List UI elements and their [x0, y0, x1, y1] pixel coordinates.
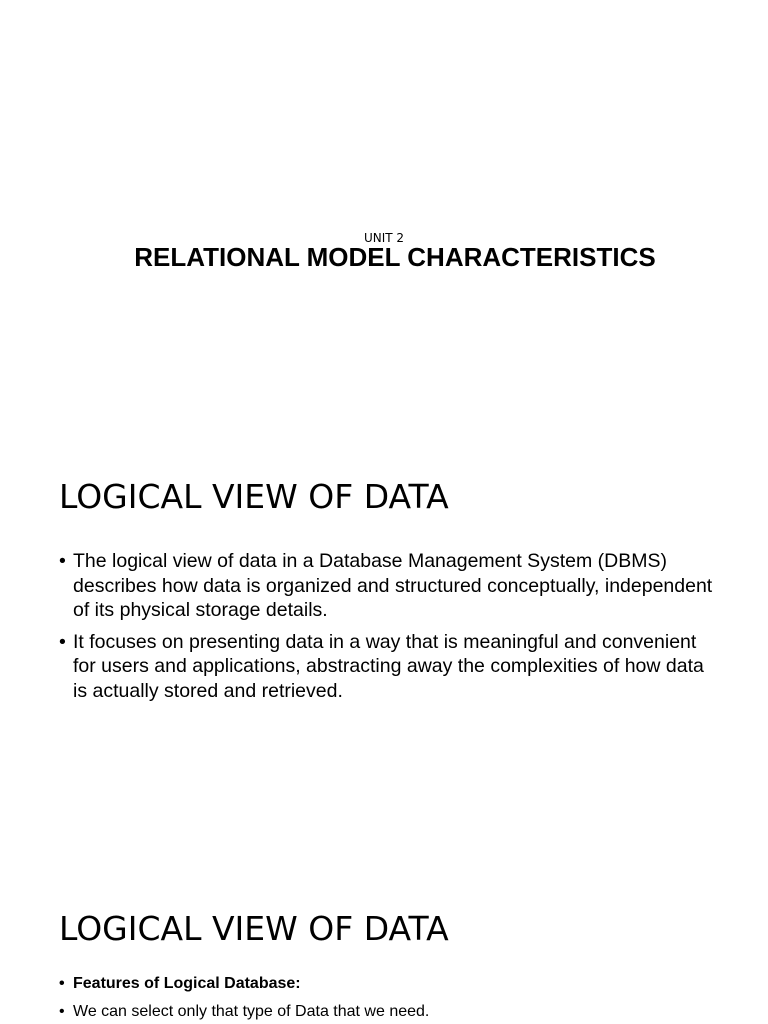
list-item [59, 974, 719, 994]
page-title: RELATIONAL MODEL CHARACTERISTICS [134, 242, 656, 272]
bullet-icon: • [59, 975, 65, 992]
list-item [59, 630, 719, 704]
list-item [59, 1002, 719, 1022]
bullet-icon: • [59, 1003, 65, 1020]
bullet-list-logical-view [59, 549, 719, 710]
bullet-text: It focuses on presenting data in a way that is meaningful and convenient for users and applications, abstracting away the complexities of how data is actually stored and retrieved. [73, 630, 704, 702]
unit-label: UNIT 2 [363, 231, 405, 245]
section-heading-logical-view-2: LOGICAL VIEW OF DATA [59, 909, 449, 948]
section-heading-logical-view: LOGICAL VIEW OF DATA [59, 477, 449, 516]
list-item [59, 549, 719, 623]
bullet-icon: • [59, 550, 66, 572]
bullet-text: Features of Logical Database: [73, 975, 301, 992]
bullet-list-features [59, 974, 719, 1024]
bullet-text: The logical view of data in a Database Management System (DBMS) describes how data is organized and structured conceptually, independent of its physical storage details. [73, 550, 713, 621]
bullet-icon: • [59, 630, 66, 653]
bullet-text: We can select only that type of Data that we need. [73, 1003, 430, 1020]
